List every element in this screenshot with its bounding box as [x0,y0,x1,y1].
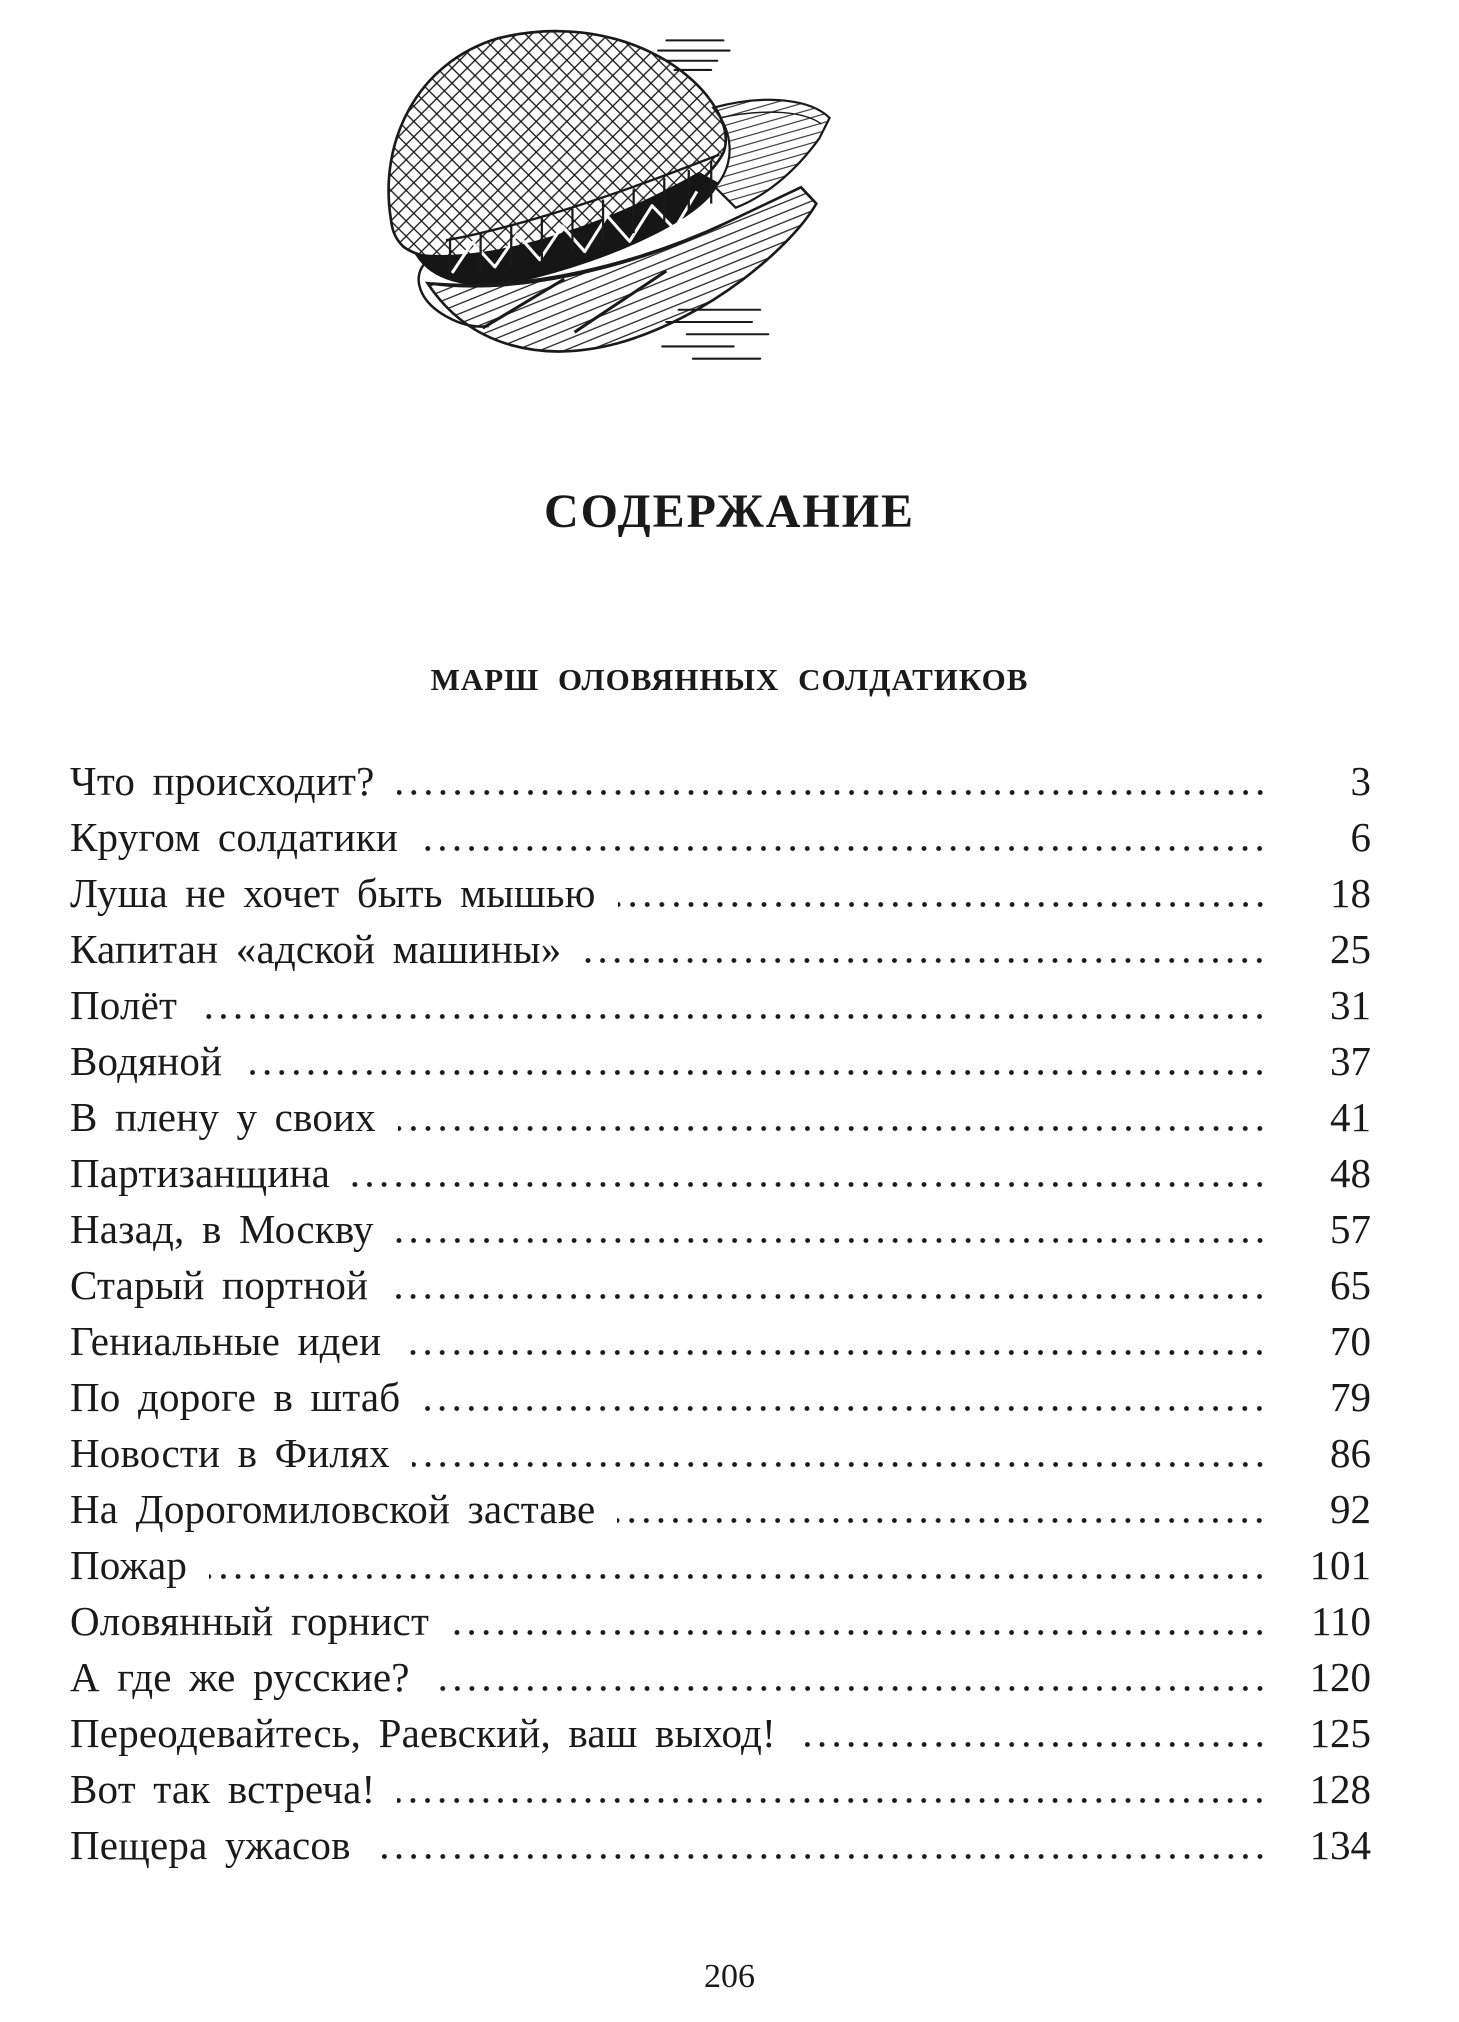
toc-entry-title: Пожар [70,1541,188,1588]
page-title: СОДЕРЖАНИЕ [543,485,916,538]
toc-entry [70,1481,1371,1537]
toc-entry-page: 48 [1330,1149,1371,1196]
toc-entry [70,1593,1371,1649]
toc-entry-page: 57 [1330,1205,1371,1252]
toc-entry [70,1817,1371,1873]
toc-entry-page: 125 [1309,1709,1371,1756]
toc-entry [70,1705,1371,1761]
toc-entry-title: В плену у своих [70,1093,376,1140]
toc-entry-title: На Дорогомиловской заставе [70,1485,596,1532]
toc-entry-title: Капитан «адской машины» [70,925,562,972]
toc-entry-page: 6 [1350,813,1371,860]
dot-leader [412,1462,1267,1467]
toc-entry-page: 41 [1330,1093,1371,1140]
toc-entry-page: 86 [1330,1429,1371,1476]
toc-entry-title: Старый портной [70,1261,369,1308]
toc-entry-page: 31 [1330,981,1371,1028]
toc-entry [70,1425,1371,1481]
toc-entry [70,921,1371,977]
section-heading: МАРШ ОЛОВЯННЫХ СОЛДАТИКОВ [430,661,1029,697]
toc-entry-page: 18 [1330,869,1371,916]
dot-leader [422,1406,1267,1411]
toc-entry [70,977,1371,1033]
toc-entry [70,1201,1371,1257]
toc-entry-title: По дороге в штаб [70,1373,401,1420]
dot-leader [397,1798,1267,1803]
dot-leader [397,790,1268,795]
toc-entry-title: Луша не хочет быть мышью [70,869,596,916]
dot-leader [244,1070,1267,1075]
toc-entry-page: 25 [1330,925,1371,972]
dot-leader [390,1294,1267,1299]
toc-entry-page: 128 [1309,1765,1371,1812]
dot-leader [618,902,1267,907]
toc-entry [70,1537,1371,1593]
toc-entry [70,1257,1371,1313]
toc-entry-title: А где же русские? [70,1653,410,1700]
toc-entry-title: Новости в Филях [70,1429,390,1476]
toc-entry-page: 65 [1330,1261,1371,1308]
toc-entry-page: 37 [1330,1037,1371,1084]
dot-leader [199,1014,1267,1019]
toc-entry-title: Вот так встреча! [70,1765,376,1812]
toc-entry [70,1033,1371,1089]
toc-entry-page: 79 [1330,1373,1371,1420]
dot-leader [209,1574,1267,1579]
toc-entry-title: Пещера ужасов [70,1821,351,1868]
toc-entry-title: Переодевайтесь, Раевский, ваш выход! [70,1709,776,1756]
dot-leader [403,1350,1267,1355]
dot-leader [583,958,1267,963]
toc-entry [70,809,1371,865]
dot-leader [617,1518,1267,1523]
book-page [0,22,1459,2022]
dot-leader [352,1182,1267,1187]
toc-entry [70,1649,1371,1705]
toc-entry-title: Назад, в Москву [70,1205,374,1252]
toc-entry-page: 120 [1309,1653,1371,1700]
footer-page-number: 206 [704,1958,755,1995]
toc-entry-page: 3 [1350,757,1371,804]
toc-entry [70,1313,1371,1369]
toc-entry-page: 110 [1311,1597,1371,1644]
toc-entry [70,865,1371,921]
toc-entry [70,1761,1371,1817]
toc-entry-title: Полёт [70,981,178,1028]
dot-leader [798,1742,1267,1747]
toc-entry-title: Оловянный горнист [70,1597,430,1644]
dot-leader [398,1126,1267,1131]
dot-leader [396,1238,1267,1243]
dot-leader [451,1630,1267,1635]
toc-entry [70,1369,1371,1425]
toc-entry [70,1089,1371,1145]
toc-entry-title: Партизанщина [70,1149,331,1196]
toc-entry-title: Гениальные идеи [70,1317,382,1364]
dot-leader [420,846,1267,851]
toc-entry-page: 70 [1330,1317,1371,1364]
toc-entry [70,753,1371,809]
airship-illustration [360,22,840,374]
airship-sketch-icon [360,22,840,374]
toc-entry-page: 134 [1309,1821,1371,1868]
toc-entry-title: Что происходит? [70,757,375,804]
toc-list [70,753,1371,1873]
toc-entry-title: Кругом солдатики [70,813,399,860]
dot-leader [432,1686,1267,1691]
dot-leader [373,1854,1267,1859]
toc-entry-title: Водяной [70,1037,223,1084]
toc-entry [70,1145,1371,1201]
toc-entry-page: 101 [1309,1541,1371,1588]
toc-entry-page: 92 [1330,1485,1371,1532]
